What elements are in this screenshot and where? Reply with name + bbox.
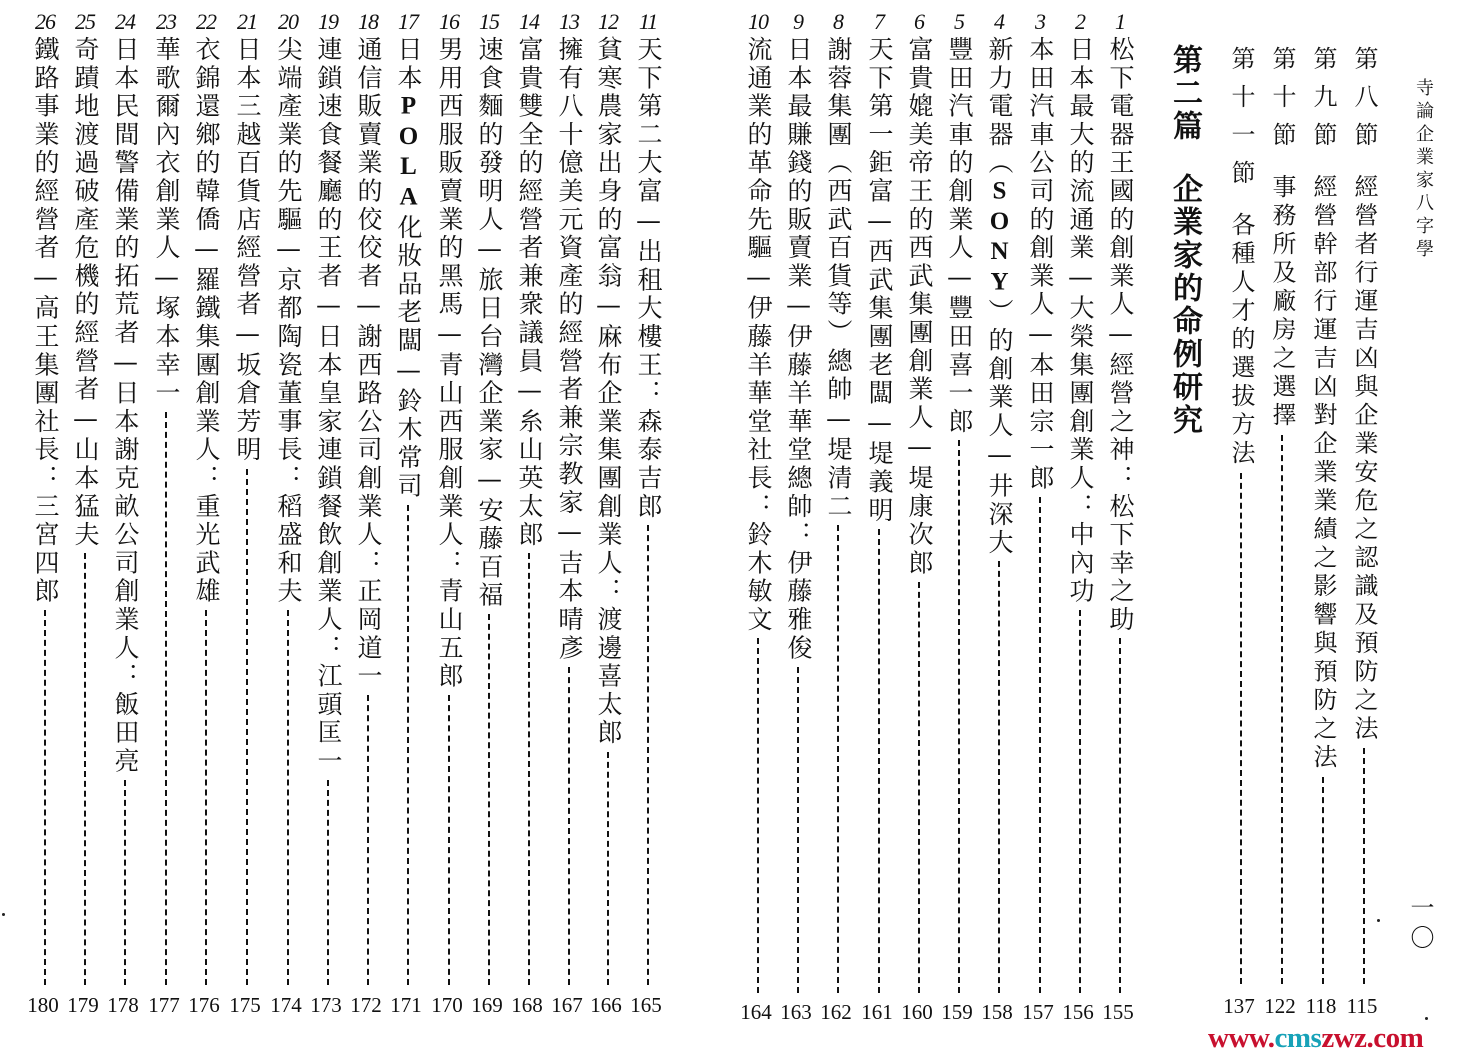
toc-entry[interactable] [509, 0, 549, 985]
toc-entry[interactable] [105, 0, 145, 985]
watermark-part: cms [1274, 1022, 1322, 1054]
entry-number: 25 [75, 9, 95, 34]
entry-title: 松下電器王國的創業人—經營之神：松下幸之助 [1106, 36, 1135, 635]
entry-number: 4 [994, 9, 1004, 34]
page-number: 170 [431, 993, 463, 1017]
dot-leader [246, 469, 248, 986]
dot-leader [1240, 473, 1242, 985]
entry-number: 6 [914, 9, 924, 34]
toc-entry[interactable] [939, 0, 979, 993]
page-folio: 一〇 [1406, 895, 1434, 955]
entry-title: 日本最賺錢的販賣業—伊藤羊華堂總帥：伊藤雅俊 [784, 36, 813, 663]
dot-leader [407, 505, 409, 985]
entry-number: 10 [748, 9, 768, 34]
entry-number: 19 [318, 9, 338, 34]
page-number: 178 [107, 993, 139, 1017]
entry-title: 天下第一鉅富—西武集團老闆—堤義明 [865, 36, 894, 526]
entry-number: 16 [439, 9, 459, 34]
section-label: 第十節 [1268, 46, 1296, 160]
page-number: 168 [511, 993, 543, 1017]
dot-leader [837, 525, 839, 993]
entry-title: 衣錦還鄉的韓僑—羅鐵集團創業人：重光武雄 [192, 36, 221, 606]
scan-speck [1377, 919, 1380, 922]
dot-leader [448, 695, 450, 985]
dot-leader [1039, 497, 1041, 993]
toc-entry[interactable] [979, 0, 1019, 993]
entry-title: 富貴媲美帝王的西武集團創業人—堤康次郎 [905, 36, 934, 578]
entry-title: 富貴雙全的經營者兼衆議員—糸山英太郎 [515, 36, 544, 550]
page-number: 176 [188, 993, 220, 1017]
toc-entry[interactable] [308, 0, 348, 985]
toc-entry[interactable] [1020, 0, 1060, 993]
section-title: 經營幹部行運吉凶對企業業績之影響與預防之法 [1309, 174, 1337, 773]
entry-title: 本田汽車公司的創業人—本田宗一郎 [1026, 36, 1055, 493]
entry-title: 流通業的革命先驅—伊藤羊華堂社長：鈴木敏文 [744, 36, 773, 635]
entry-title: 華歌爾內衣創業人—塚本幸一 [152, 36, 181, 408]
toc-entry[interactable] [778, 0, 818, 993]
entry-number: 3 [1035, 9, 1045, 34]
entry-number: 2 [1075, 9, 1085, 34]
entry-title: 鐵路事業的經營者—高王集團社長：三宮四郎 [31, 36, 60, 606]
page-number: 172 [350, 993, 382, 1017]
page-number: 157 [1022, 1000, 1054, 1024]
dot-leader [918, 582, 920, 993]
entry-title: 天下第二大富—出租大樓王：森泰吉郎 [634, 36, 663, 522]
entry-number: 24 [115, 9, 135, 34]
entry-title: 謝蓉集團（西武百貨等）總帥—堤清二 [824, 36, 853, 522]
page-number: 137 [1223, 994, 1255, 1018]
page-number: 177 [148, 993, 180, 1017]
entry-title: 擁有八十億美元資產的經營者兼宗教家—吉本晴彥 [555, 36, 584, 663]
entry-title: 日本最大的流通業—大榮集團創業人：中內功 [1066, 36, 1095, 606]
latin-text: SONY [986, 177, 1013, 299]
page-number: 161 [861, 1000, 893, 1024]
entry-title: 豐田汽車的創業人—豐田喜一郎 [945, 36, 974, 437]
part-heading [1158, 44, 1204, 437]
page-number: 174 [270, 993, 302, 1017]
dot-leader [528, 553, 530, 985]
toc-entry[interactable] [268, 0, 308, 985]
toc-entry[interactable] [1060, 0, 1100, 993]
toc-entry[interactable] [628, 0, 668, 985]
dot-leader [488, 614, 490, 985]
entry-number: 15 [479, 9, 499, 34]
page-number: 158 [981, 1000, 1013, 1024]
toc-entry[interactable] [348, 0, 388, 985]
entry-number: 12 [598, 9, 618, 34]
scan-speck [1425, 1017, 1428, 1020]
entry-number: 13 [559, 9, 579, 34]
toc-entry[interactable] [469, 0, 509, 985]
toc-entry[interactable] [388, 0, 428, 985]
page-number: 115 [1346, 994, 1378, 1018]
entry-number: 5 [954, 9, 964, 34]
dot-leader [1079, 610, 1081, 993]
entry-number: 20 [278, 9, 298, 34]
toc-entry[interactable] [146, 0, 186, 985]
toc-entry[interactable] [25, 0, 65, 985]
watermark [1208, 1022, 1423, 1055]
page-number: 164 [740, 1000, 772, 1024]
page-number: 165 [630, 993, 662, 1017]
dot-leader [1119, 638, 1121, 993]
entry-number: 1 [1115, 9, 1125, 34]
page-number: 173 [310, 993, 342, 1017]
watermark-part: zwz.com [1321, 1022, 1424, 1054]
page-number: 159 [941, 1000, 973, 1024]
page-number: 122 [1264, 994, 1296, 1018]
dot-leader [958, 440, 960, 993]
toc-entry[interactable] [899, 0, 939, 993]
toc-entry[interactable] [549, 0, 589, 985]
scan-speck [2, 913, 5, 916]
entry-number: 7 [874, 9, 884, 34]
dot-leader [367, 695, 369, 985]
toc-entry[interactable] [588, 0, 628, 985]
toc-entry[interactable] [186, 0, 226, 985]
dot-leader [1363, 748, 1365, 984]
page-number: 163 [780, 1000, 812, 1024]
page-number: 179 [67, 993, 99, 1017]
dot-leader [165, 412, 167, 985]
entry-title: 速食麵的發明人—旅日台灣企業家—安藤百福 [475, 36, 504, 610]
page-number: 156 [1062, 1000, 1094, 1024]
entry-number: 17 [398, 9, 418, 34]
toc-entry[interactable] [818, 0, 858, 993]
dot-leader [568, 667, 570, 985]
toc-section[interactable] [1262, 46, 1302, 984]
dot-leader [1281, 435, 1283, 985]
entry-title: 貧寒農家出身的富翁—麻布企業集團創業人：渡邊喜太郎 [594, 36, 623, 748]
dot-leader [998, 561, 1000, 993]
entry-number: 22 [196, 9, 216, 34]
dot-leader [287, 610, 289, 985]
section-title: 各種人才的選拔方法 [1227, 212, 1255, 469]
toc-section[interactable] [1344, 46, 1384, 984]
toc-entry[interactable] [65, 0, 105, 985]
dot-leader [878, 529, 880, 993]
dot-leader [647, 525, 649, 985]
page-number: 155 [1102, 1000, 1134, 1024]
page-number: 160 [901, 1000, 933, 1024]
page-number: 167 [551, 993, 583, 1017]
entry-title: 奇蹟地渡過破產危機的經營者—山本猛夫 [71, 36, 100, 550]
entry-number: 23 [156, 9, 176, 34]
dot-leader [1322, 777, 1324, 985]
section-label: 第十一節 [1227, 46, 1255, 198]
entry-number: 14 [519, 9, 539, 34]
page-number: 180 [27, 993, 59, 1017]
page-number: 166 [590, 993, 622, 1017]
dot-leader [797, 667, 799, 993]
dot-leader [44, 610, 46, 985]
entry-number: 26 [35, 9, 55, 34]
page-number: 162 [820, 1000, 852, 1024]
section-title: 經營者行運吉凶與企業安危之認識及預防之法 [1350, 174, 1378, 744]
entry-title: 連鎖速食餐廳的王者—日本皇家連鎖餐飲創業人：江頭匡一 [314, 36, 343, 776]
dot-leader [607, 752, 609, 986]
page-number: 118 [1305, 994, 1337, 1018]
entry-title: 通信販賣業的佼佼者—謝西路公司創業人：正岡道一 [354, 36, 383, 691]
part-title: 企業家的命例研究 [1167, 173, 1202, 437]
running-head: 寺論企業家八字學 [1413, 78, 1434, 262]
entry-number: 8 [833, 9, 843, 34]
entry-title: 新力電器（SONY）的創業人—井深大 [985, 36, 1014, 558]
entry-title: 尖端產業的先驅—京都陶瓷董事長：稻盛和夫 [274, 36, 303, 606]
page-number: 169 [471, 993, 503, 1017]
toc-entry[interactable] [227, 0, 267, 985]
latin-text: POLA [395, 92, 422, 214]
entry-number: 18 [358, 9, 378, 34]
entry-number: 9 [793, 9, 803, 34]
dot-leader [84, 553, 86, 985]
dot-leader [327, 780, 329, 985]
toc-section[interactable] [1221, 46, 1261, 984]
entry-number: 11 [638, 9, 658, 34]
watermark-part: www. [1208, 1022, 1275, 1054]
section-label: 第九節 [1309, 46, 1337, 160]
part-label: 第二篇 [1167, 44, 1202, 143]
toc-entry[interactable] [859, 0, 899, 993]
toc-section[interactable] [1303, 46, 1343, 984]
entry-title: 日本民間警備業的拓荒者—日本謝克畝公司創業人：飯田亮 [111, 36, 140, 776]
entry-number: 21 [237, 9, 257, 34]
toc-entry[interactable] [429, 0, 469, 985]
entry-title: 日本三越百貨店經營者—坂倉芳明 [233, 36, 262, 465]
entry-title: 日本POLA化妝品老闆—鈴木常司 [394, 36, 423, 501]
toc-entry[interactable] [1100, 0, 1140, 993]
dot-leader [124, 780, 126, 985]
dot-leader [757, 638, 759, 993]
dot-leader [205, 610, 207, 985]
section-label: 第八節 [1350, 46, 1378, 160]
toc-entry[interactable] [738, 0, 778, 993]
entry-title: 男用西服販賣業的黑馬—青山西服創業人：青山五郎 [435, 36, 464, 691]
section-title: 事務所及廠房之選擇 [1268, 174, 1296, 431]
page-number: 175 [229, 993, 261, 1017]
page-number: 171 [390, 993, 422, 1017]
